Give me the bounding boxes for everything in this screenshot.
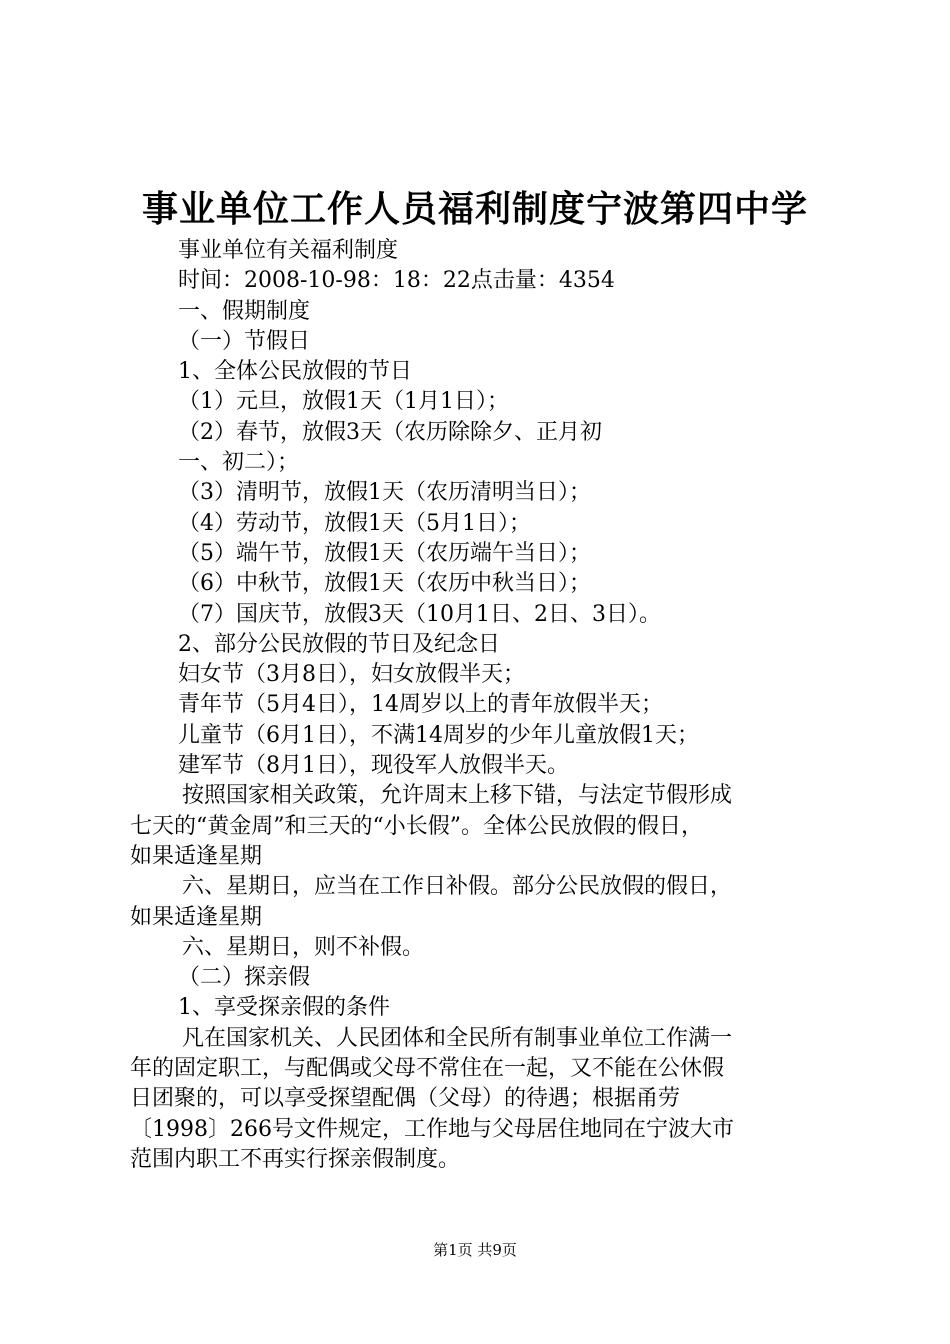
list-item: （6）中秋节，放假1天（农历中秋当日）； (178, 571, 591, 597)
paragraph-line: 七天的“黄金周”和三天的“小长假”。全体公民放假的假日， (130, 813, 703, 839)
paragraph-line: 凡在国家机关、人民团体和全民所有制事业单位工作满一 (182, 1025, 733, 1051)
list-item: （7）国庆节，放假3天（10月1日、2日、3日）。 (178, 601, 661, 627)
paragraph-line: 按照国家相关政策，允许周末上移下错，与法定节假形成 (182, 783, 733, 809)
paragraph-line: 六、星期日，应当在工作日补假。部分公民放假的假日， (182, 874, 733, 900)
document-body (130, 236, 840, 1175)
paragraph-line: 范围内职工不再实行探亲假制度。 (130, 1146, 461, 1172)
list-item: 儿童节（6月1日），不满14周岁的少年儿童放假1天； (178, 722, 699, 748)
list-item: （5）端午节，放假1天（农历端午当日）； (178, 540, 591, 566)
text-line: 2、部分公民放假的节日及纪念日 (178, 631, 500, 657)
document-title: 事业单位工作人员福利制度宁波第四中学 (141, 188, 808, 230)
paragraph-line: 如果适逢星期 (130, 843, 263, 869)
list-item: 青年节（5月4日），14周岁以上的青年放假半天； (178, 692, 663, 718)
paragraph-line: 日团聚的，可以享受探望配偶（父母）的待遇；根据甬劳 (130, 1086, 681, 1112)
subsection-heading: （二）探亲假 (178, 965, 311, 991)
list-item: （4）劳动节，放假1天（5月1日）； (178, 510, 531, 536)
text-line: 1、全体公民放假的节日 (178, 359, 412, 385)
paragraph-line: 〔1998〕266号文件规定，工作地与父母居住地同在宁波大市 (130, 1116, 734, 1142)
text-line: 1、享受探亲假的条件 (178, 995, 390, 1021)
section-heading: 一、假期制度 (178, 298, 311, 324)
paragraph-line: 年的固定职工，与配偶或父母不常住在一起，又不能在公休假 (130, 1056, 725, 1082)
list-item: 建军节（8月1日），现役军人放假半天。 (178, 753, 569, 779)
page-footer: 第1页 共9页 (433, 1241, 517, 1259)
list-item: （2）春节，放假3天（农历除除夕、正月初 (178, 419, 602, 445)
text-line: 时间：2008-10-98：18：22点击量：4354 (178, 268, 615, 294)
list-item: 妇女节（3月8日），妇女放假半天； (178, 662, 525, 688)
list-item: （1）元旦，放假1天（1月1日）； (178, 389, 509, 415)
list-item-continuation: 一、初二）； (178, 450, 300, 476)
text-line: 事业单位有关福利制度 (178, 238, 399, 263)
subsection-heading: （一）节假日 (178, 328, 311, 354)
paragraph-line: 六、星期日，则不补假。 (182, 934, 425, 960)
paragraph-line: 如果适逢星期 (130, 904, 263, 930)
list-item: （3）清明节，放假1天（农历清明当日）； (178, 480, 591, 506)
